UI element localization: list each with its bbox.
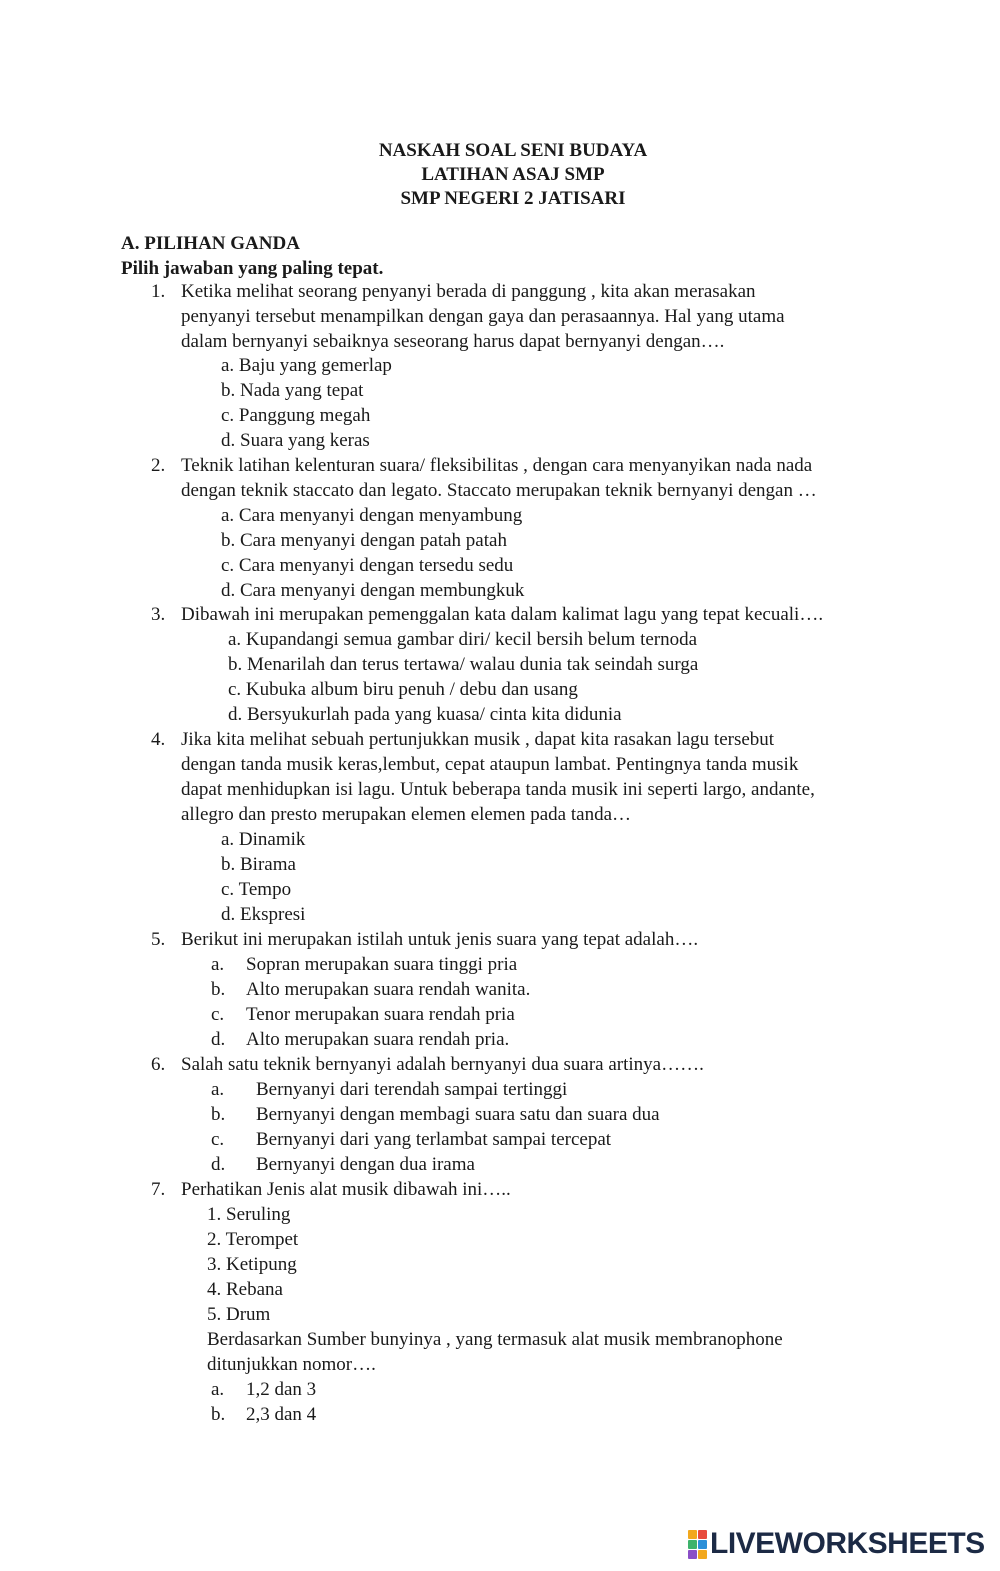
option-d[interactable]: d. Ekspresi	[221, 904, 306, 925]
option-c[interactable]: c. Kubuka album biru penuh / debu dan usang	[228, 679, 578, 700]
option-c[interactable]: c. Panggung megah	[221, 405, 371, 426]
instrument-item: 3. Ketipung	[207, 1254, 297, 1275]
option-letter: b.	[211, 1404, 226, 1425]
logo-block	[688, 1540, 697, 1549]
section-instruction: Pilih jawaban yang paling tepat.	[121, 258, 384, 279]
header-line-3: SMP NEGERI 2 JATISARI	[400, 188, 626, 209]
question-number: 3.	[151, 604, 166, 625]
logo-block	[698, 1550, 707, 1559]
instrument-item: 1. Seruling	[207, 1204, 291, 1225]
option-letter: b.	[211, 1104, 226, 1125]
liveworksheets-logo[interactable]	[688, 1527, 985, 1561]
logo-blocks-icon	[688, 1530, 707, 1559]
instrument-item: 5. Drum	[207, 1304, 271, 1325]
question-text: Berikut ini merupakan istilah untuk jenis suara yang tepat adalah….	[181, 929, 699, 950]
option-c[interactable]: c. Cara menyanyi dengan tersedu sedu	[221, 555, 514, 576]
option-a[interactable]: a. Kupandangi semua gambar diri/ kecil bersih belum ternoda	[228, 629, 698, 650]
question-number: 2.	[151, 455, 166, 476]
instrument-item: 4. Rebana	[207, 1279, 283, 1300]
question-text: penyanyi tersebut menampilkan dengan gaya dan perasaannya. Hal yang utama	[181, 306, 785, 327]
question-number: 5.	[151, 929, 166, 950]
option-letter: d.	[211, 1154, 226, 1175]
question-text: Ketika melihat seorang penyanyi berada di panggung , kita akan merasakan	[181, 281, 756, 302]
question-text: dengan tanda musik keras,lembut, cepat ataupun lambat. Pentingnya tanda musik	[181, 754, 799, 775]
option-text: Bernyanyi dengan membagi suara satu dan suara dua	[256, 1104, 660, 1125]
option-d[interactable]: d. Bersyukurlah pada yang kuasa/ cinta kita didunia	[228, 704, 622, 725]
option-b[interactable]: b. Birama	[221, 854, 296, 875]
option-letter: c.	[211, 1004, 225, 1025]
option-b[interactable]: b. Nada yang tepat	[221, 380, 364, 401]
question-number: 7.	[151, 1179, 166, 1200]
option-text: Bernyanyi dengan dua irama	[256, 1154, 475, 1175]
logo-block	[688, 1550, 697, 1559]
question-text: Teknik latihan kelenturan suara/ fleksibilitas , dengan cara menyanyikan nada nada	[181, 455, 813, 476]
question-text: dengan teknik staccato dan legato. Staccato merupakan teknik bernyanyi dengan …	[181, 480, 817, 501]
question-text: Dibawah ini merupakan pemenggalan kata dalam kalimat lagu yang tepat kecuali….	[181, 604, 824, 625]
question-text: allegro dan presto merupakan elemen elemen pada tanda…	[181, 804, 631, 825]
question-number: 1.	[151, 281, 166, 302]
logo-block	[698, 1530, 707, 1539]
header-line-2: LATIHAN ASAJ SMP	[421, 164, 605, 185]
option-text: Tenor merupakan suara rendah pria	[246, 1004, 515, 1025]
option-text: Alto merupakan suara rendah pria.	[246, 1029, 510, 1050]
option-text: Bernyanyi dari yang terlambat sampai tercepat	[256, 1129, 612, 1150]
instrument-item: 2. Terompet	[207, 1229, 299, 1250]
option-letter: a.	[211, 1379, 225, 1400]
option-d[interactable]: d. Suara yang keras	[221, 430, 370, 451]
option-d[interactable]: d. Cara menyanyi dengan membungkuk	[221, 580, 525, 601]
option-letter: d.	[211, 1029, 226, 1050]
question-stem: Berdasarkan Sumber bunyinya , yang termasuk alat musik membranophone	[207, 1329, 783, 1350]
question-number: 4.	[151, 729, 166, 750]
header-line-1: NASKAH SOAL SENI BUDAYA	[378, 140, 648, 161]
option-letter: a.	[211, 954, 225, 975]
option-text: Bernyanyi dari terendah sampai tertinggi	[256, 1079, 568, 1100]
option-b[interactable]: b. Cara menyanyi dengan patah patah	[221, 530, 507, 551]
option-letter: b.	[211, 979, 226, 1000]
question-text: Jika kita melihat sebuah pertunjukkan musik , dapat kita rasakan lagu tersebut	[181, 729, 775, 750]
option-a[interactable]: a. Baju yang gemerlap	[221, 355, 392, 376]
option-text: 1,2 dan 3	[246, 1379, 317, 1400]
option-text: Alto merupakan suara rendah wanita.	[246, 979, 531, 1000]
question-text: dalam bernyanyi sebaiknya seseorang harus dapat bernyanyi dengan….	[181, 331, 725, 352]
logo-block	[688, 1530, 697, 1539]
question-stem: ditunjukkan nomor….	[207, 1354, 376, 1375]
option-a[interactable]: a. Dinamik	[221, 829, 306, 850]
option-letter: a.	[211, 1079, 225, 1100]
logo-block	[698, 1540, 707, 1549]
question-text: dapat menhidupkan isi lagu. Untuk beberapa tanda musik ini seperti largo, andante,	[181, 779, 815, 800]
question-text: Perhatikan Jenis alat musik dibawah ini…..	[181, 1179, 511, 1200]
option-b[interactable]: b. Menarilah dan terus tertawa/ walau dunia tak seindah surga	[228, 654, 699, 675]
question-number: 6.	[151, 1054, 166, 1075]
option-letter: c.	[211, 1129, 225, 1150]
option-a[interactable]: a. Cara menyanyi dengan menyambung	[221, 505, 523, 526]
section-title: A. PILIHAN GANDA	[121, 233, 300, 254]
option-text: Sopran merupakan suara tinggi pria	[246, 954, 518, 975]
option-text: 2,3 dan 4	[246, 1404, 317, 1425]
question-text: Salah satu teknik bernyanyi adalah bernyanyi dua suara artinya…….	[181, 1054, 704, 1075]
logo-text: LIVEWORKSHEETS	[710, 1527, 985, 1560]
option-c[interactable]: c. Tempo	[221, 879, 292, 900]
